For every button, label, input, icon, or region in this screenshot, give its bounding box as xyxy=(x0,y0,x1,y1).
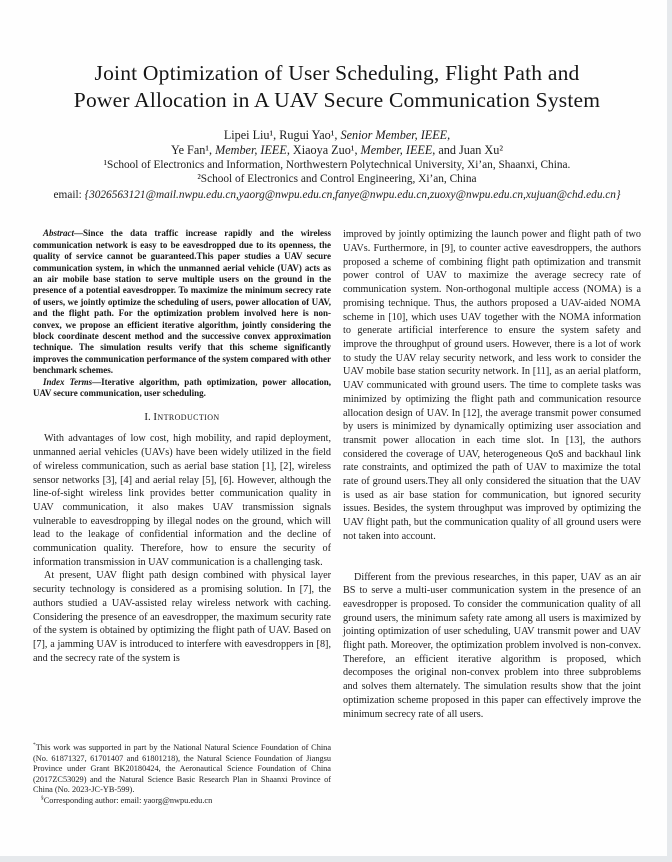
section-heading-introduction xyxy=(33,411,331,423)
intro-paragraph-2: At present, UAV flight path design combined with physical layer security technology is considered as a promising solution. In [7], the authors studied a UAV-assisted relay wireless network with caching. Considering the presence of an eavesdropper, the maximum security rate of the system is obtained by optimizing the flight path of UAV. Based on [7], a jamming UAV is introduced to interfere with eavesdroppers in [8], and the secrecy rate of the system is xyxy=(33,570,331,664)
abstract-label: Abstract xyxy=(43,228,75,239)
two-column-body xyxy=(33,228,641,806)
right-column xyxy=(343,228,641,806)
author-block xyxy=(33,128,641,202)
index-terms-dash: — xyxy=(92,376,102,387)
author-role-2a: Member, IEEE xyxy=(215,142,287,157)
abstract-text: Since the data traffic increase rapidly and the wireless communication network is easy to be eavesdropped due to its openness, the quality of service cannot be guaranteed.This paper studies a UAV secure communication system, in which the unmanned aerial vehicle (UAV) acts as an air mobile base station to serve multiple users on the ground in the presence of a potential eavesdropper. To maximize the minimum secrecy rate of users, we jointly optimize the scheduling of users, power allocation of UAV, and the flight path. For the optimization problem involved here is non-convex, we propose an efficient iterative algorithm, jointly considering the block coordinate descent method and the successive convex approximation technique. The simulation results verify that this scheme significantly improves the communication performance of the system compared with other benchmark schemes. xyxy=(33,228,331,376)
author-names-1: Lipei Liu¹, Rugui Yao¹, xyxy=(223,128,341,143)
email-prefix: email: xyxy=(53,188,85,201)
footnote-block xyxy=(33,743,331,806)
right-paragraph-1: improved by jointly optimizing the launch power and flight path of two UAVs. Furthermore, in [9], to counter active eavesdroppers, the authors proposed a scheme of combining flight path optimization and transmit power control of UAV to maximize the average secrecy rate of communication system. Non-orthogonal multiple access (NOMA) is a promising technique. Thus, the authors proposed a UAV-aided NOMA scheme in [10], which uses UAV together with the NOMA information to generate artificial interference to ensure the system safety and improve the throughput of ground users. However, there is a lot of work to study the UAV relay security network, and less work to consider the UAV mobile base station security network. In [11], as an aerial platform, UAV communicated with ground users. The time to complete tasks was minimized by optimizing the flight path and communication resource allocation design of UAV. In [12], the average transmit power consumed by users is minimized by dynamically optimizing user association and transmit power allocation in each time slot. In [13], the authors considered the coverage of UAV, heterogeneous QoS and backhaul link rate constraints, and optimized the path of UAV to maximize the total rate of ground users.They all only considered the situation that the UAV is used as air base station for communication, but ignored security issues. Besides, the system throughput was improved by optimizing the UAV flight path, but the communication quality of all ground users were not taken into account. xyxy=(343,229,641,542)
intro-paragraph-1: With advantages of low cost, high mobility, and rapid deployment, unmanned aerial vehicles (UAVs) have been widely utilized in the field of wireless communication, such as aerial base station [1], [2], wireless sensor networks [3], [4] and aerial relay [5], [6]. However, although the line-of-sight wireless link provides better communication quality in UAV communication, it also makes UAV transmission signals vulnerable to eavesdropping by illegal nodes on the ground, which will lead to the leakage of confidential information and the decline of communication quality. Therefore, how to ensure the security of information transmission in UAV communication is a challenging task. xyxy=(33,433,331,568)
email-line xyxy=(33,188,641,203)
abstract-dash: — xyxy=(74,228,84,239)
author-role-2b: Member, IEEE xyxy=(360,142,433,157)
funding-footnote xyxy=(33,743,331,796)
page-edge-right xyxy=(667,0,672,862)
email-list: {3026563121@mail.nwpu.edu.cn,yaorg@nwpu.edu.cn,fanye@nwpu.edu.cn,zuoxy@nwpu.edu.cn,xujuan@chd.edu.cn} xyxy=(84,188,621,201)
paper-title-line2: Power Allocation in A UAV Secure Communication System xyxy=(73,88,601,112)
index-terms-text: Iterative algorithm, path optimization, power allocation, UAV secure communication, user scheduling. xyxy=(33,376,331,399)
author-line-1 xyxy=(33,128,641,143)
footnote-marker-asterisk: * xyxy=(33,742,36,749)
page-edge-bottom xyxy=(0,856,672,862)
section-title: Introduction xyxy=(153,411,220,424)
footnote-marker-section: § xyxy=(41,795,44,802)
paper-title-line1: Joint Optimization of User Scheduling, Flight Path and xyxy=(94,61,580,85)
section-number: I. xyxy=(144,411,151,424)
author-names-2c: , and Juan Xu² xyxy=(432,142,503,157)
right-paragraph-2: Different from the previous researches, in this paper, UAV as an air BS to serve a multi-user communication system in the presence of an eavesdropper is proposed. To consider the communication quality of all ground users, the minimum safety rate among all users is maximized by jointing optimization of user scheduling, UAV transmit power and UAV flight path. Moreover, the optimization problem involved is non-convex. Therefore, an efficient iterative algorithm is proposed, which decomposes the original non-convex problem into three subproblems and solves them alternately. The simulation results show that the joint optimization scheme proposed in this paper can effectively improve the minimum secrecy rate of all users. xyxy=(343,571,641,720)
index-terms-label: Index Terms xyxy=(43,376,93,387)
paper-title xyxy=(33,60,641,114)
affiliation-1: ¹School of Electronics and Information, Northwestern Polytechnical University, Xi’an, Shaanxi, China. xyxy=(103,158,571,171)
left-column xyxy=(33,228,331,806)
corresponding-author-footnote xyxy=(33,796,331,807)
affiliation-2: ²School of Electronics and Control Engineering, Xi’an, China xyxy=(197,173,477,186)
author-role-1: Senior Member, IEEE, xyxy=(340,128,451,143)
corresponding-author-text: Corresponding author: email: yaorg@nwpu.edu.cn xyxy=(43,795,213,805)
index-terms-paragraph xyxy=(33,377,331,400)
page-content xyxy=(33,0,641,806)
author-line-2 xyxy=(33,143,641,158)
abstract-paragraph xyxy=(33,228,331,376)
author-names-2b: , Xiaoya Zuo¹, xyxy=(286,142,361,157)
author-names-2a: Ye Fan¹, xyxy=(171,142,216,157)
funding-footnote-text: This work was supported in part by the National Natural Science Foundation of China (No. 61871327, 61701407 and 61801218), the Natural Science Foundation of Jiangsu Province under Grant BK20180424, the Aeronautical Science Foundation of China (2017ZC53029) and the Natural Science Basic Research Plan in Shaanxi Province of China (No. 2023-JC-YB-599). xyxy=(33,743,331,795)
